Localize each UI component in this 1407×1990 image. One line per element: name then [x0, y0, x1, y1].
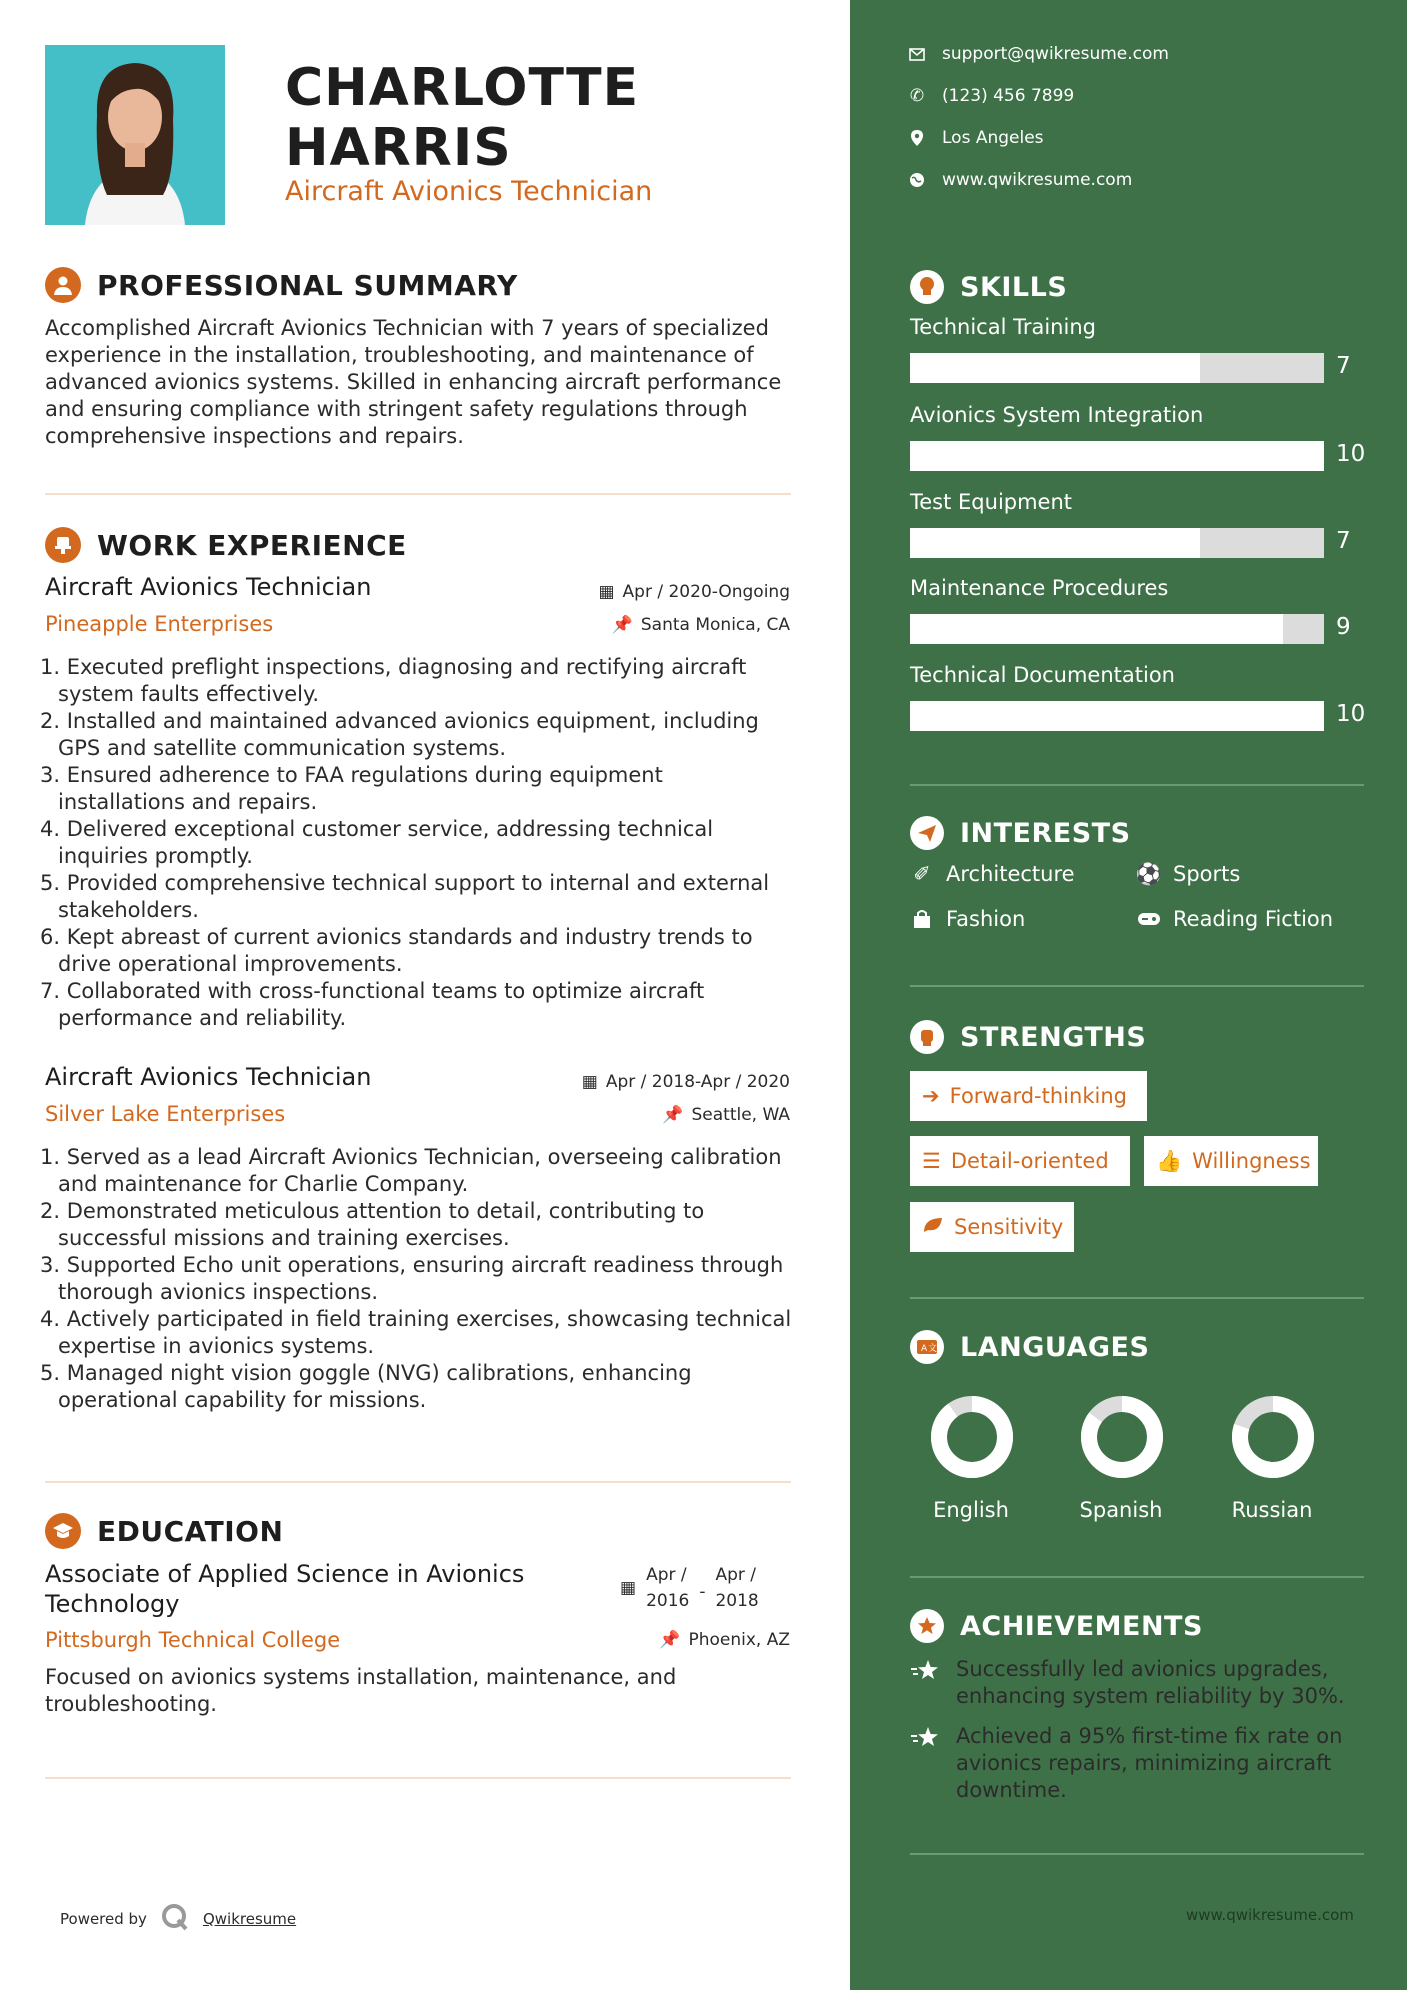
summary-heading [45, 267, 518, 303]
skill-name: Maintenance Procedures [910, 576, 1169, 600]
education-school: Pittsburgh Technical College [45, 1628, 341, 1652]
summary-title: PROFESSIONAL SUMMARY [97, 268, 518, 302]
lightbulb-icon [910, 270, 944, 304]
skill-bar-fill [910, 614, 1283, 644]
name-first: CHARLOTTE [285, 58, 640, 118]
education-start-month: Apr / [646, 1565, 687, 1585]
list-item: 4. Delivered exceptional customer service, addressing technical inquiries promptly. [40, 817, 714, 868]
contact-location [908, 128, 1044, 148]
candidate-title: Aircraft Avionics Technician [285, 176, 653, 207]
divider [45, 1777, 791, 1779]
svg-text:文: 文 [928, 1344, 938, 1354]
achievement-item [910, 1723, 1360, 1804]
achievement-text: Successfully led avionics upgrades, enhancing system reliability by 30%. [956, 1657, 1345, 1708]
shopping-bag-icon [910, 907, 934, 931]
sidebar-divider [910, 1853, 1364, 1855]
strength-chip [910, 1071, 1147, 1121]
list-item: 3. Ensured adherence to FAA regulations during equipment installations and repairs. [40, 763, 663, 814]
interest-label: Fashion [946, 907, 1026, 931]
pin-icon: 📌 [611, 615, 633, 635]
interest-fashion [910, 907, 1025, 931]
languages-heading [910, 1330, 1149, 1364]
skill-bar [910, 614, 1324, 644]
interest-architecture [910, 862, 1075, 886]
job-1-company: Pineapple Enterprises [45, 612, 274, 636]
skill-bar-fill [910, 353, 1200, 383]
education-end [715, 1562, 758, 1614]
skill-bar [910, 701, 1324, 731]
contact-website-text: www.qwikresume.com [942, 170, 1133, 190]
pin-icon: 📌 [662, 1105, 684, 1125]
gamepad-icon [1137, 907, 1161, 931]
strength-chip [1144, 1136, 1318, 1186]
pin-icon: 📌 [659, 1630, 681, 1650]
svg-text:A: A [921, 1344, 928, 1354]
skill-value: 7 [1336, 353, 1351, 379]
award-star-icon [910, 1609, 944, 1643]
job-1-bullets [40, 654, 795, 1032]
job-2-bullets [40, 1144, 795, 1414]
user-icon [45, 267, 81, 303]
education-start-year: 2016 [646, 1591, 690, 1611]
language-donut [930, 1395, 1014, 1479]
contact-website[interactable] [908, 170, 1132, 190]
phone-icon: ✆ [909, 86, 925, 106]
skills-heading [910, 270, 1067, 304]
list-item: 1. Served as a lead Aircraft Avionics Technician, overseeing calibration and maintenance for Charlie Company. [40, 1145, 782, 1196]
education-heading [45, 1513, 283, 1549]
achievements-title: ACHIEVEMENTS [960, 1610, 1203, 1642]
skill-bar-fill [910, 701, 1324, 731]
strength-label: Sensitivity [954, 1215, 1064, 1239]
education-location-text: Phoenix, AZ [688, 1630, 790, 1650]
skill-value: 9 [1336, 614, 1351, 640]
graduation-cap-icon [45, 1513, 81, 1549]
contact-email-text: support@qwikresume.com [942, 44, 1169, 64]
strength-label: Willingness [1192, 1149, 1311, 1173]
map-marker-icon [908, 129, 926, 147]
job-2-company: Silver Lake Enterprises [45, 1102, 286, 1126]
sidebar-divider [910, 1576, 1364, 1578]
list-item: 3. Supported Echo unit operations, ensuring aircraft readiness through thorough avionics inspections. [40, 1253, 784, 1304]
work-heading [45, 527, 407, 563]
language-label: Spanish [1079, 1498, 1163, 1522]
skills-title: SKILLS [960, 271, 1068, 303]
summary-text: Accomplished Aircraft Avionics Technician with 7 years of specialized experience in the installation, troubleshooting, and maintenance of advanced avionics systems. Skilled in enhancing aircraft performance and ensuring compliance with stringent safety regulations through comprehensive inspections and repairs. [45, 316, 782, 448]
briefcase-icon [45, 527, 81, 563]
date-separator: - [699, 1582, 706, 1602]
qwikresume-logo-icon [161, 1903, 189, 1935]
achievements-heading [910, 1609, 1203, 1643]
contact-email[interactable] [908, 44, 1169, 64]
strength-chip [910, 1136, 1130, 1186]
interest-reading [1137, 907, 1333, 931]
star-icon [910, 1656, 944, 1710]
sidebar-divider [910, 1297, 1364, 1299]
skill-bar [910, 353, 1324, 383]
profile-photo [45, 45, 225, 225]
qwikresume-link[interactable]: Qwikresume [202, 1910, 297, 1928]
education-title: EDUCATION [97, 1514, 284, 1548]
calendar-icon: ▦ [598, 582, 615, 602]
list-item: 4. Actively participated in field training exercises, showcasing technical expertise in avionics systems. [40, 1307, 792, 1358]
skill-bar-fill [910, 528, 1200, 558]
list-item: 2. Demonstrated meticulous attention to detail, contributing to successful missions and training exercises. [40, 1199, 705, 1250]
calendar-icon: ▦ [620, 1578, 637, 1598]
divider [45, 493, 791, 495]
divider [45, 1481, 791, 1483]
interest-label: Reading Fiction [1173, 907, 1334, 931]
contact-phone[interactable] [908, 86, 1074, 106]
language-label: Russian [1231, 1498, 1313, 1522]
star-icon [910, 1723, 944, 1804]
contact-location-text: Los Angeles [942, 128, 1044, 148]
list-item: 6. Kept abreast of current avionics standards and industry trends to drive operational improvements. [40, 925, 753, 976]
arrow-right-icon: ➔ [922, 1084, 940, 1108]
paper-plane-icon [910, 816, 944, 850]
skill-name: Technical Training [910, 315, 1096, 339]
strength-label: Detail-oriented [950, 1149, 1109, 1173]
skill-value: 7 [1336, 528, 1351, 554]
language-icon [910, 1330, 944, 1364]
sidebar-divider [910, 985, 1364, 987]
education-start [646, 1562, 689, 1614]
interests-title: INTERESTS [960, 817, 1131, 849]
strengths-heading [910, 1020, 1146, 1054]
education-location [659, 1630, 790, 1650]
list-item: 7. Collaborated with cross-functional teams to optimize aircraft performance and reliability. [40, 979, 705, 1030]
list-item: 1. Executed preflight inspections, diagnosing and rectifying aircraft system faults effectively. [40, 655, 747, 706]
job-1-dates-text: Apr / 2020-Ongoing [622, 582, 790, 602]
languages-title: LANGUAGES [960, 1331, 1150, 1363]
education-end-year: 2018 [715, 1591, 759, 1611]
globe-icon [908, 171, 926, 189]
language-label: English [933, 1498, 1009, 1522]
job-1-dates [598, 582, 790, 602]
skill-bar [910, 528, 1324, 558]
achievement-item [910, 1656, 1360, 1710]
job-2-dates [582, 1072, 790, 1092]
skill-name: Test Equipment [910, 490, 1073, 514]
skill-value: 10 [1336, 701, 1366, 727]
job-2-dates-text: Apr / 2018-Apr / 2020 [605, 1072, 790, 1092]
footer-site[interactable]: www.qwikresume.com [1186, 1906, 1354, 1924]
calendar-icon: ▦ [581, 1072, 598, 1092]
education-degree: Associate of Applied Science in Avionics Technology [45, 1560, 525, 1618]
list-item: 5. Provided comprehensive technical support to internal and external stakeholders. [40, 871, 770, 922]
achievement-text: Achieved a 95% first-time fix rate on avionics repairs, minimizing aircraft downtime. [956, 1724, 1343, 1802]
education-description: Focused on avionics systems installation, maintenance, and troubleshooting. [45, 1665, 677, 1716]
language-donut [1080, 1395, 1164, 1479]
job-1-title: Aircraft Avionics Technician [45, 573, 372, 601]
thumbs-up-icon: 👍 [1156, 1148, 1183, 1173]
list-item: 5. Managed night vision goggle (NVG) calibrations, enhancing operational capability for missions. [40, 1361, 692, 1412]
skill-bar [910, 441, 1324, 471]
job-1-location-text: Santa Monica, CA [640, 615, 790, 635]
job-1-location [612, 615, 790, 635]
fist-icon [910, 1020, 944, 1054]
strengths-title: STRENGTHS [960, 1021, 1147, 1053]
interest-label: Architecture [946, 862, 1075, 886]
interest-label: Sports [1173, 862, 1241, 886]
ruler-pencil-icon: ✐ [913, 862, 931, 886]
name-last: HARRIS [285, 118, 512, 178]
job-2-location-text: Seattle, WA [691, 1105, 790, 1125]
education-dates [620, 1562, 759, 1614]
skill-name: Technical Documentation [910, 663, 1175, 687]
skill-value: 10 [1336, 441, 1366, 467]
skill-name: Avionics System Integration [910, 403, 1204, 427]
sidebar-divider [910, 784, 1364, 786]
skill-bar-fill [910, 441, 1324, 471]
footer-powered [60, 1903, 296, 1935]
work-title: WORK EXPERIENCE [97, 528, 407, 562]
interests-heading [910, 816, 1131, 850]
job-2-location [662, 1105, 790, 1125]
list-item: 2. Installed and maintained advanced avionics equipment, including GPS and satellite communication systems. [40, 709, 759, 760]
contact-phone-text: (123) 456 7899 [942, 86, 1075, 106]
powered-by-text: Powered by [60, 1910, 147, 1928]
job-2-title: Aircraft Avionics Technician [45, 1063, 372, 1091]
interest-sports [1137, 862, 1240, 886]
envelope-icon [908, 45, 926, 63]
strength-label: Forward-thinking [949, 1084, 1127, 1108]
strength-chip [910, 1202, 1074, 1252]
education-end-month: Apr / [715, 1565, 757, 1585]
candidate-name [285, 58, 639, 178]
language-donut [1231, 1395, 1315, 1479]
leaf-icon [922, 1215, 944, 1239]
language-donut-fill [939, 1404, 1005, 1470]
list-icon: ☰ [922, 1149, 941, 1173]
soccer-ball-icon: ⚽ [1135, 861, 1163, 886]
